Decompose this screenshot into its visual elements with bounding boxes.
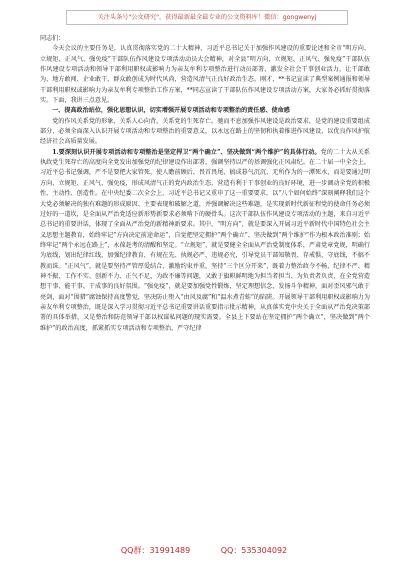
subsection-1-paragraph xyxy=(40,148,370,334)
qq-group-text: QQ群：31991489 xyxy=(120,546,191,555)
intro-paragraph: 今天会议的主要任务是，认真贯彻落实党的二十大精神、习近平总书记关于加强作风建设的重要论述和全市“明方向、立规矩、正风气、强免疫”干部队伍作风建设专项活动动员大会精神，对全县“明方向、立规矩、正风气、强免疫”干部队伍作风建设专项活动和领导干部利用职权或影响力为亲友牟利专项整治进行动员部署，激发全社会干事创业活力，让干部敢为、地方敢闯、企业敢干、群众敢创成为时代风尚，营造风清气正良好政治生态。刚才，**书记宣读了典型案例通报和领导干部利用职权或影响力为亲友牟利专项整治工作方案，**同志宣读了干部队伍作风建设专项活动方案，大家务必抓好贯彻落实。下面，我讲三点意见。 xyxy=(40,45,370,105)
contact-footer xyxy=(0,545,408,556)
subsection-heading-1: 1.要深刻认识开展专项活动和专项整治是坚定捍卫“两个确立”、坚决做到“两个维护”的具体行动。 xyxy=(52,148,321,156)
greeting: 同志们： xyxy=(40,35,65,42)
subsection-1-body: 党的二十大从关系执政党生死存亡的高度向全党发出加强党的纪律建设作出部署，强调坚持以严的基调强化正风肃纪。在二十届一中全会上，习近平总书记强调，严不是要把大家管死，使人瞻前顾后、畏首畏尾、搞成暮气沉沉、无所作为的一潭死水，而是要通过明方向、立规矩、正风气、强免疫，形成风清气正的党内政治生态，营造有利于干事创业的良好环境，进一步调动全党的积极性、主动性、创造性。在中央纪委二次全会上，习近平总书记又重申了这一重要要求，以“八个如何始终”深刻阐释我们这个大党必须解决的独有难题的形成原因、主要表现和破解之道，并强调解决这些难题，是实现新时代新征程党的使命任务必须过好的一道坎，是全面从严治党适应新形势新要求必须啃下的硬骨头。这次干部队伍作风建设专项活动的主题，来自习近平总书记的重要讲话，体现了全面从严治党的新精神新要求。其中，“明方向”，就是要深入开展习近平新时代中国特色社会主义思想主题教育，始终牢记“方向决定前途命运”，自觉把坚定拥护“两个确立”、坚决做到“两个维护”作为根本政治准则；始终牢记“两个永远在路上”，永葆赶考的清醒和坚定。“立规矩”，就是要健全全面从严治党制度体系，严肃党章党规，明确行为底线，划出纪律红线，加强纪律教育，有规在先、执规必严、违规必究，引导党员干部知敬畏、存戒惧、守底线，不搞不教而诛。“正风气”，就是要坚持严管厚爱结合、激励约束并重，坚持“三个区分开来”，既着力整治政令不畅、纪律不严、精神不振、工作不实、创新不力、正气不足、为政不廉等问题，又敢于旗帜鲜明地为担当者担当、为负责者负责，在全党营造想干事、能干事、干成事的良好氛围。“强免疫”，就是要加强党性锻炼，坚定理想信念，发扬斗争精神，面对歪风邪气敢于亮剑，面对“围猎”腐蚀保持高度警觉，坚决防止堕入“由风及腐”和“温水煮青蛙”的陷阱。开展领导干部利用职权或影响力为亲友牟利专项整治，既是深入学习贯彻习近平总书记重要讲话重要指示批示精神，从真落实党中央关于全面从严治党决策部署的具体举措，又是整治和防范领导干部以权谋私问题的现实需要。全县上下要站在坚定拥护“两个确立”，坚决做到“两个维护”的政治高度，抓紧抓实专项活动和专项整治，严守纪律 xyxy=(40,148,370,332)
promo-banner-text: 关注头条号"公文研究"，获得最新最全最专业的公文资料库！微信：gongwenyj xyxy=(97,14,317,21)
document-body xyxy=(40,34,370,334)
qq-number-text: QQ：535304092 xyxy=(220,546,288,555)
promo-banner xyxy=(66,10,348,25)
section-heading-1: 一、提高政治站位，强化思想认识，切实增强开展专项活动和专项整治的责任感、使命感 xyxy=(52,107,290,115)
section-1-intro-paragraph: 党的作风关系党的形象，关系人心向背，关系党的生死存亡。驰而不息加强作风建设是政治要求，是党的建设重要组成部分，必须全面深入认识开展专项活动和专项整治的重要意义，以永远在路上的坚韧和执着推进作风建设，以优良作风护航经济社会高质量发展。 xyxy=(40,117,370,146)
